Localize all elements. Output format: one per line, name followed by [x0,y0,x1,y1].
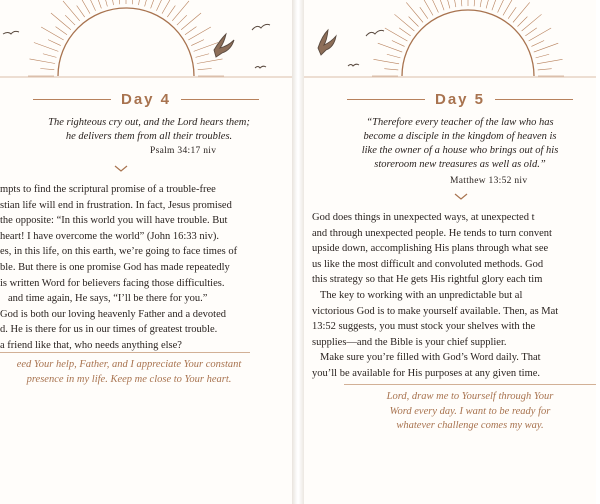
verse-line: become a disciple in the kingdom of heaven is [363,131,557,142]
sun-ray [399,28,410,36]
sun-ray [43,54,57,58]
chevron-down-icon [454,193,468,201]
sun-ray [536,54,550,58]
sun-ray [48,40,61,46]
sun-ray [446,0,450,8]
prayer-line: whatever challenge comes my way. [396,420,544,431]
sun-ray [132,0,133,4]
sun-ray [90,0,96,11]
verse-line: he delivers them from all their troubles. [65,131,233,142]
divider [347,99,425,100]
body-line: mpts to find the scriptural promise of a trouble-free [0,184,216,195]
sun-ray [498,0,504,13]
prayer-line: Lord, draw me to Yourself through Your [386,391,554,402]
body-line: you’ll be available for His purposes at any given time. [312,367,541,379]
devotional-body [312,210,558,382]
sun-ray [474,0,475,6]
body-line: this strategy so that He gets His rightful glory each tim [312,274,543,286]
sun-ray [480,0,485,7]
sun-ray [537,59,563,64]
sunrise-illustration [0,0,292,86]
sun-ray [529,28,552,41]
prayer [344,390,596,434]
book-gutter [292,0,304,504]
sun-ray [517,17,527,27]
sun-ray [34,42,58,51]
body-line: supplies—and the Bible is your chief supplier. [312,336,507,348]
body-line: 13:52 suggests, you must stock your shelves with the [312,321,536,333]
body-line: and time again, He says, “I’ll be there for you.” [8,293,208,305]
sun-arc [402,10,534,76]
body-line: The key to working with an unpredictable but al [320,289,523,301]
body-line: a friend like that, who needs anything else? [0,339,182,351]
prayer-line: eed Your help, Father, and I appreciate Your constant [16,359,242,370]
sun-ray [56,27,67,35]
verse-line: like the owner of a house who brings out of his [361,145,559,156]
prayer-line: Word every day. I want to be ready for [389,405,551,417]
sun-ray [172,1,189,21]
sun-ray [508,7,516,18]
sun-ray [65,15,75,25]
right-page [304,0,596,504]
sun-ray [139,0,144,5]
sun-ray [41,27,64,40]
body-line: es, in this life, on this earth, we’re going to face times of [0,246,238,258]
sun-ray [534,43,558,52]
body-line: Make sure you’re filled with God’s Word daily. That [320,352,541,364]
sun-ray [40,69,54,70]
body-line: God does things in unexpected ways, at unexpected t [312,212,535,223]
sun-ray [387,54,401,58]
sun-ray [63,1,80,21]
bird-icon [366,30,384,36]
chevron-down-icon [114,165,128,173]
sun-ray [51,13,71,30]
day-label: Day 5 [434,90,486,108]
sun-ray [378,43,402,52]
sun-ray [373,59,399,64]
sun-ray [503,0,516,15]
body-line: and through unexpected people. He tends to turn convent [312,227,552,239]
sun-arc [58,8,194,76]
sun-ray [486,0,490,8]
sun-ray [77,6,85,17]
sun-ray [384,69,398,70]
sun-ray [196,54,210,58]
body-line: d. He is there for us in our times of greatest trouble. [0,324,218,336]
bird-icon [318,30,336,55]
day-heading [0,88,292,110]
sun-ray [145,0,149,6]
body-line: victorious God is to make yourself available. Then, as Mat [312,305,559,317]
sun-ray [406,2,423,22]
sun-ray [109,0,114,5]
body-line: us like the most difficult and convoluted methods. God [312,258,544,270]
body-line: stian life will end in frustration. In fact, Jesus promised [0,199,232,211]
divider [181,99,259,100]
sun-ray [433,0,439,13]
body-line: heart! I have overcome the world” (John 16:33 niv). [0,230,219,242]
sun-ray [420,7,428,18]
bird-icon [252,24,270,30]
sun-ray [167,6,175,17]
sun-ray [77,0,90,14]
sunrise-illustration [304,0,596,86]
body-line: the opposite: “In this world you will have trouble. But [0,215,228,227]
bird-icon [3,31,19,34]
divider [344,384,596,385]
sun-ray [461,0,462,6]
sun-ray [162,0,175,14]
divider [33,99,111,100]
day-heading [324,88,596,110]
divider [0,352,250,353]
sun-ray [185,27,196,35]
body-line: God is both our loving heavenly Father and a devoted [0,308,226,320]
sun-ray [522,14,542,31]
sun-ray [181,13,201,30]
bird-icon [255,66,266,68]
devotional-body [0,182,237,354]
verse-line: “Therefore every teacher of the law who has [366,117,554,128]
sun-ray [188,27,211,40]
day-label: Day 4 [120,90,172,108]
sun-ray [177,15,187,25]
prayer-line: presence in my life. Keep me close to Your heart. [26,373,232,385]
sun-ray [385,28,408,41]
body-line: is written Word for believers facing those difficulties. [0,277,225,289]
sun-ray [197,59,223,64]
verse-quote [324,116,596,172]
left-page [0,0,292,504]
sun-ray [119,0,120,4]
sun-ray [525,28,536,36]
sun-ray [104,0,108,6]
sun-ray [531,41,544,47]
sun-ray [191,40,204,46]
sun-ray [538,69,552,70]
verse-quote [6,116,292,144]
verse-line: The righteous cry out, and the Lord hears them; [48,117,250,128]
divider [495,99,573,100]
sun-ray [29,59,55,64]
sun-ray [392,41,405,47]
verse-reference: Matthew 13:52 niv [450,176,528,186]
sun-ray [156,0,162,11]
sun-ray [451,0,456,7]
sun-ray [394,14,414,31]
body-line: upside down, accomplishing His plans through what see [312,243,549,255]
bird-icon [348,64,359,66]
verse-line: storeroom new treasures as well as old.” [374,159,546,170]
sun-ray [198,69,212,70]
verse-reference: Psalm 34:17 niv [150,146,217,156]
sun-ray [513,2,530,22]
body-line: ble. But there is one promise God has made repeatedly [0,261,230,273]
prayer [0,358,258,387]
bird-icon [214,34,234,57]
sun-ray [409,17,419,27]
sun-ray [420,0,433,15]
